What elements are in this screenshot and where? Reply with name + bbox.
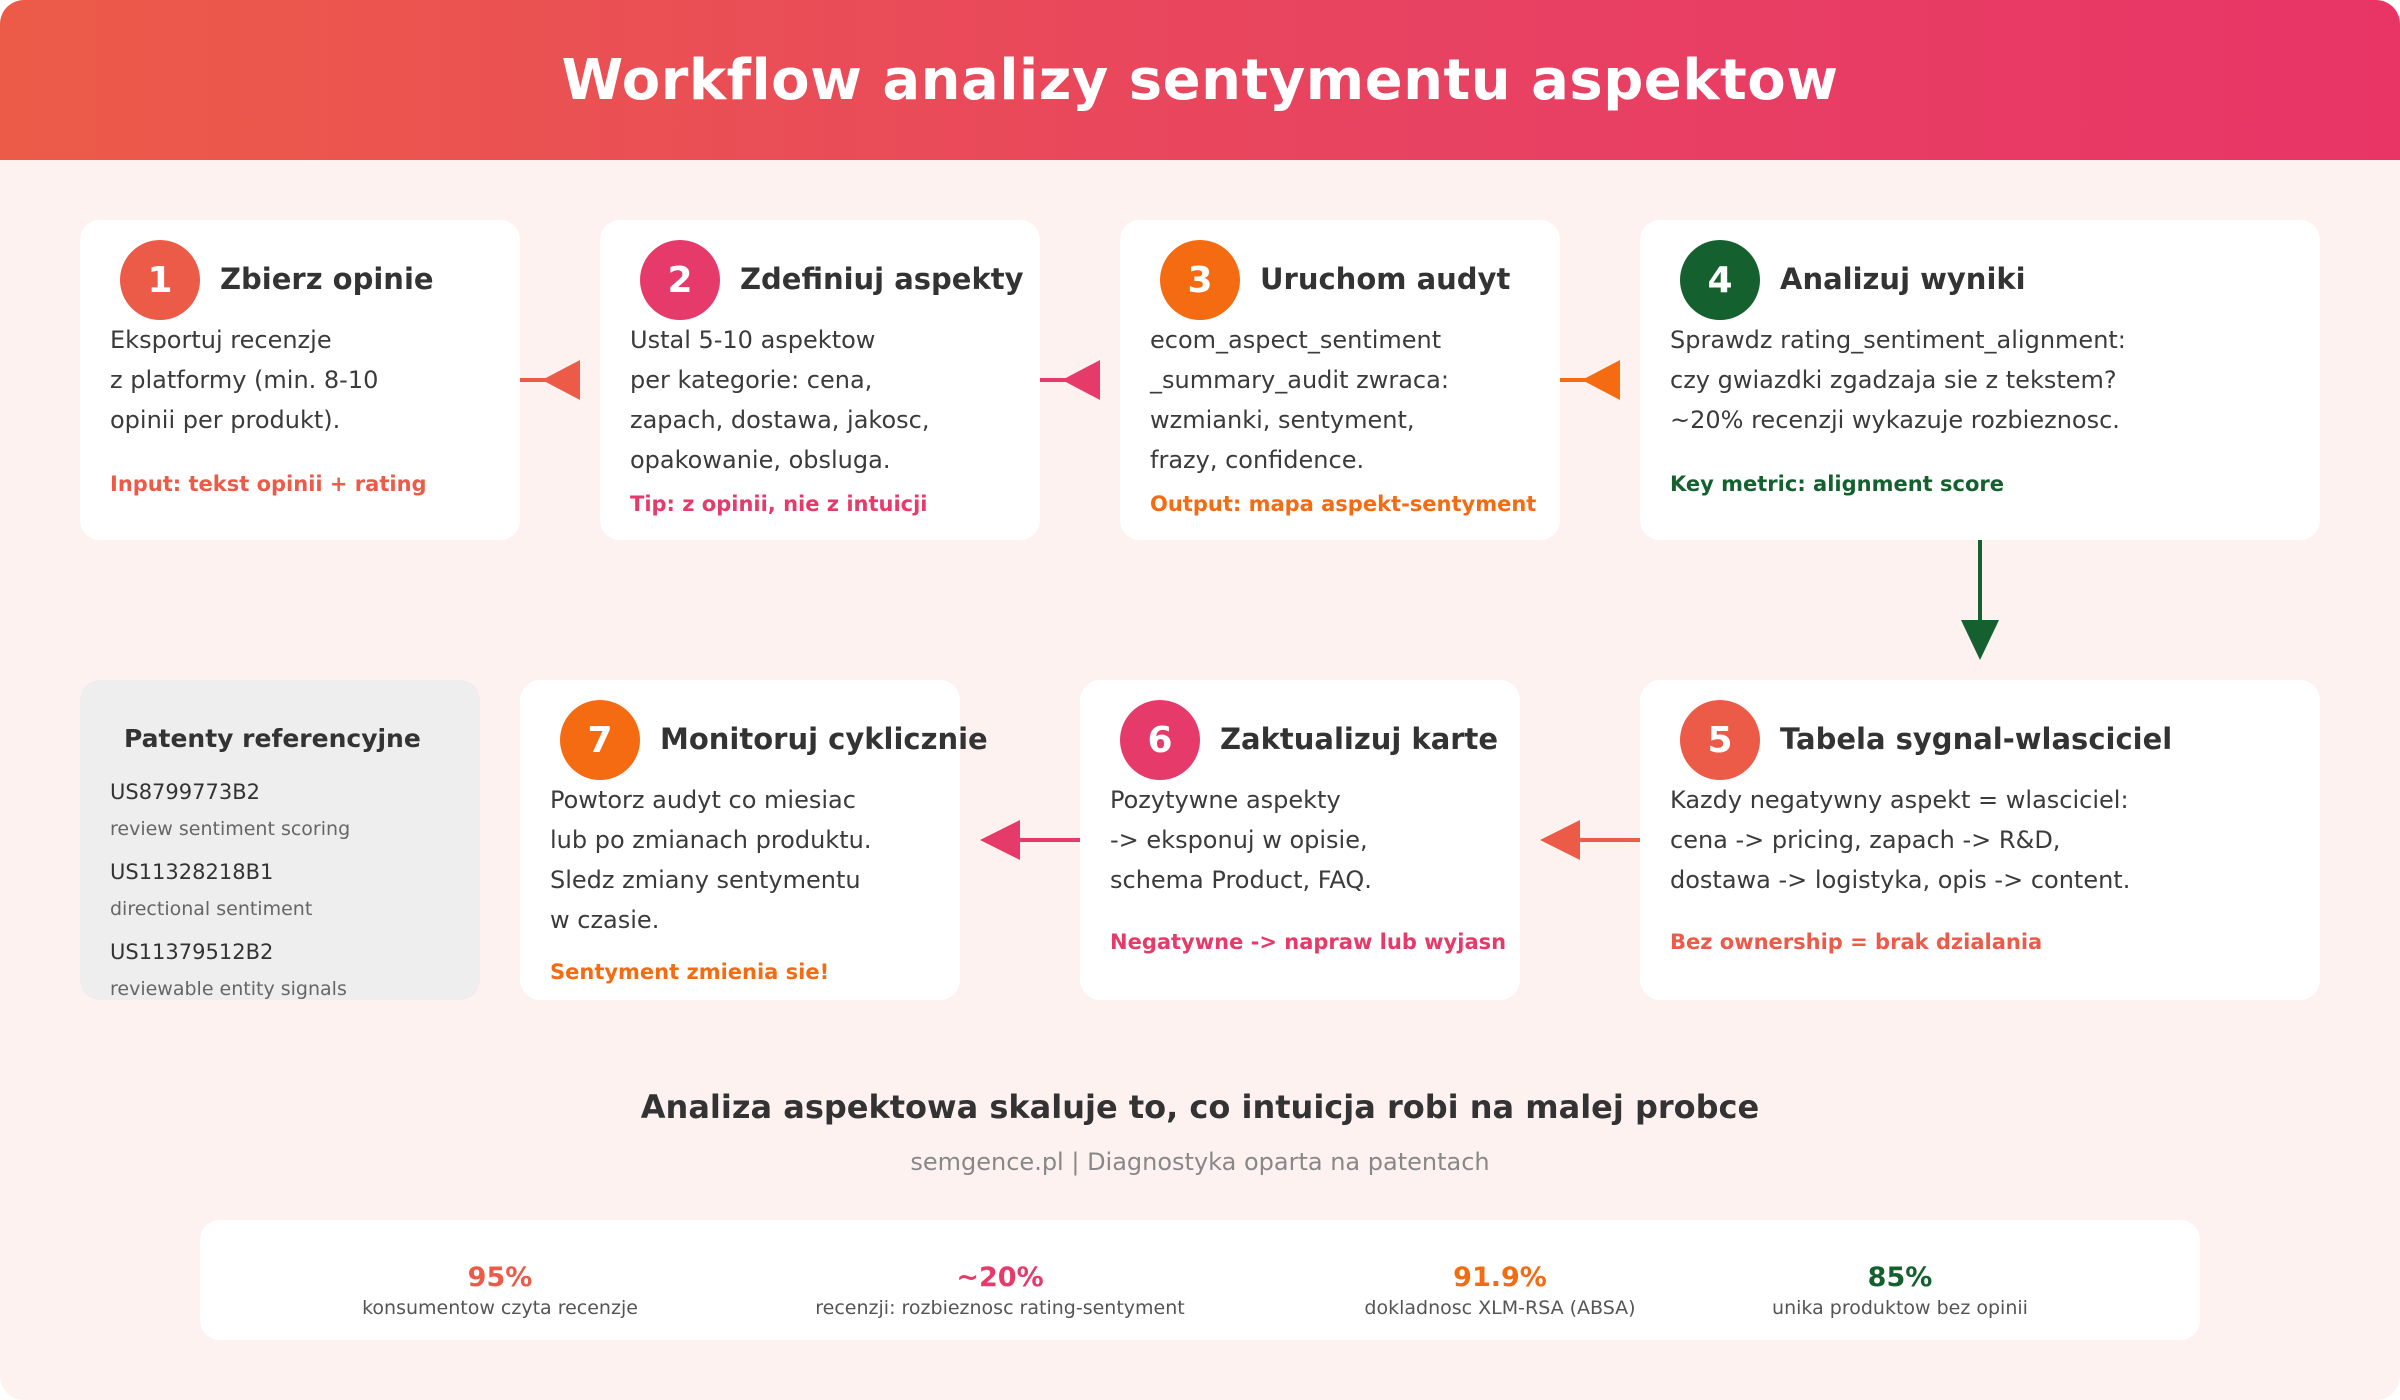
patent-description: review sentiment scoring (110, 818, 351, 840)
step-description: Eksportuj recenzje z platformy (min. 8-10 opinii per produkt). (110, 326, 379, 434)
step-card-5 (1640, 680, 2320, 1000)
patent-id: US11379512B2 (110, 940, 274, 964)
step-card-1 (80, 220, 520, 540)
step-title: Tabela sygnal-wlasciciel (1780, 722, 2173, 756)
step-description: Pozytywne aspekty -> eksponuj w opisie, schema Product, FAQ. (1110, 786, 1372, 894)
stat-value: ~20% (956, 1262, 1044, 1293)
patent-description: directional sentiment (110, 898, 313, 920)
stat-value: 85% (1867, 1262, 1933, 1293)
step-card-4 (1640, 220, 2320, 540)
step-number-badge: 1 (120, 240, 200, 320)
arrow-3-to-2 (1040, 360, 1100, 400)
step-number-badge: 2 (640, 240, 720, 320)
step-number-badge: 7 (560, 700, 640, 780)
arrow-2-to-1 (520, 360, 580, 400)
stat-value: 91.9% (1453, 1262, 1547, 1293)
stat-label: unika produktow bez opinii (1772, 1297, 2028, 1319)
patent-id: US11328218B1 (110, 860, 274, 884)
arrow-4-to-3 (1560, 360, 1620, 400)
step-note: Output: mapa aspekt-sentyment (1150, 492, 1537, 516)
patents-panel (80, 680, 480, 1000)
patents-title: Patenty referencyjne (124, 724, 421, 753)
step-note: Negatywne -> napraw lub wyjasn (1110, 930, 1507, 954)
step-title: Zaktualizuj karte (1220, 722, 1499, 756)
step-card-6 (1080, 680, 1520, 1000)
step-note: Input: tekst opinii + rating (110, 472, 427, 496)
step-description: Sprawdz rating_sentiment_alignment: czy gwiazdki zgadzaja sie z tekstem? ~20% recenzji wykazuje rozbieznosc. (1670, 326, 2126, 434)
patent-id: US8799773B2 (110, 780, 260, 804)
stat-label: konsumentow czyta recenzje (362, 1297, 638, 1319)
step-number-badge: 5 (1680, 700, 1760, 780)
step-description: Ustal 5-10 aspektow per kategorie: cena, zapach, dostawa, jakosc, opakowanie, obsluga. (630, 326, 930, 474)
stat-label: recenzji: rozbieznosc rating-sentyment (815, 1297, 1185, 1319)
stat-item (362, 1262, 638, 1319)
step-note: Tip: z opinii, nie z intuicji (630, 492, 928, 516)
step-card-7 (520, 680, 988, 1000)
step-number-badge: 6 (1120, 700, 1200, 780)
step-description: Powtorz audyt co miesiac lub po zmianach produktu. Sledz zmiany sentymentu w czasie. (550, 786, 872, 934)
stat-item (815, 1262, 1184, 1319)
step-description: Kazdy negatywny aspekt = wlasciciel: cena -> pricing, zapach -> R&D, dostawa -> logistyka, opis -> content. (1670, 786, 2131, 894)
stat-item (1772, 1262, 2028, 1319)
arrow-4-to-5 (1961, 540, 1999, 660)
stat-label: dokladnosc XLM-RSA (ABSA) (1364, 1297, 1636, 1319)
patent-description: reviewable entity signals (110, 978, 347, 1000)
stat-item (1364, 1262, 1635, 1319)
tagline: Analiza aspektowa skaluje to, co intuicja robi na malej probce (640, 1088, 1760, 1126)
step-description: ecom_aspect_sentiment _summary_audit zwraca: wzmianki, sentyment, frazy, confidence. (1150, 326, 1449, 474)
step-title: Monitoruj cyklicznie (660, 722, 988, 756)
arrow-5-to-6 (1540, 820, 1640, 860)
step-title: Zbierz opinie (220, 262, 434, 296)
step-card-2 (600, 220, 1040, 540)
stats-bar (200, 1220, 2200, 1340)
page-title: Workflow analizy sentymentu aspektow (561, 47, 1839, 113)
step-note: Key metric: alignment score (1670, 472, 2004, 496)
site-credit: semgence.pl | Diagnostyka oparta na patentach (910, 1148, 1490, 1176)
step-card-3 (1120, 220, 1560, 540)
step-title: Zdefiniuj aspekty (740, 262, 1024, 296)
step-note: Bez ownership = brak dzialania (1670, 930, 2043, 954)
step-number-badge: 4 (1680, 240, 1760, 320)
step-note: Sentyment zmienia sie! (550, 960, 830, 984)
step-number-badge: 3 (1160, 240, 1240, 320)
step-title: Analizuj wyniki (1780, 262, 2026, 296)
stat-value: 95% (467, 1262, 533, 1293)
step-title: Uruchom audyt (1260, 262, 1511, 296)
arrow-6-to-7 (980, 820, 1080, 860)
